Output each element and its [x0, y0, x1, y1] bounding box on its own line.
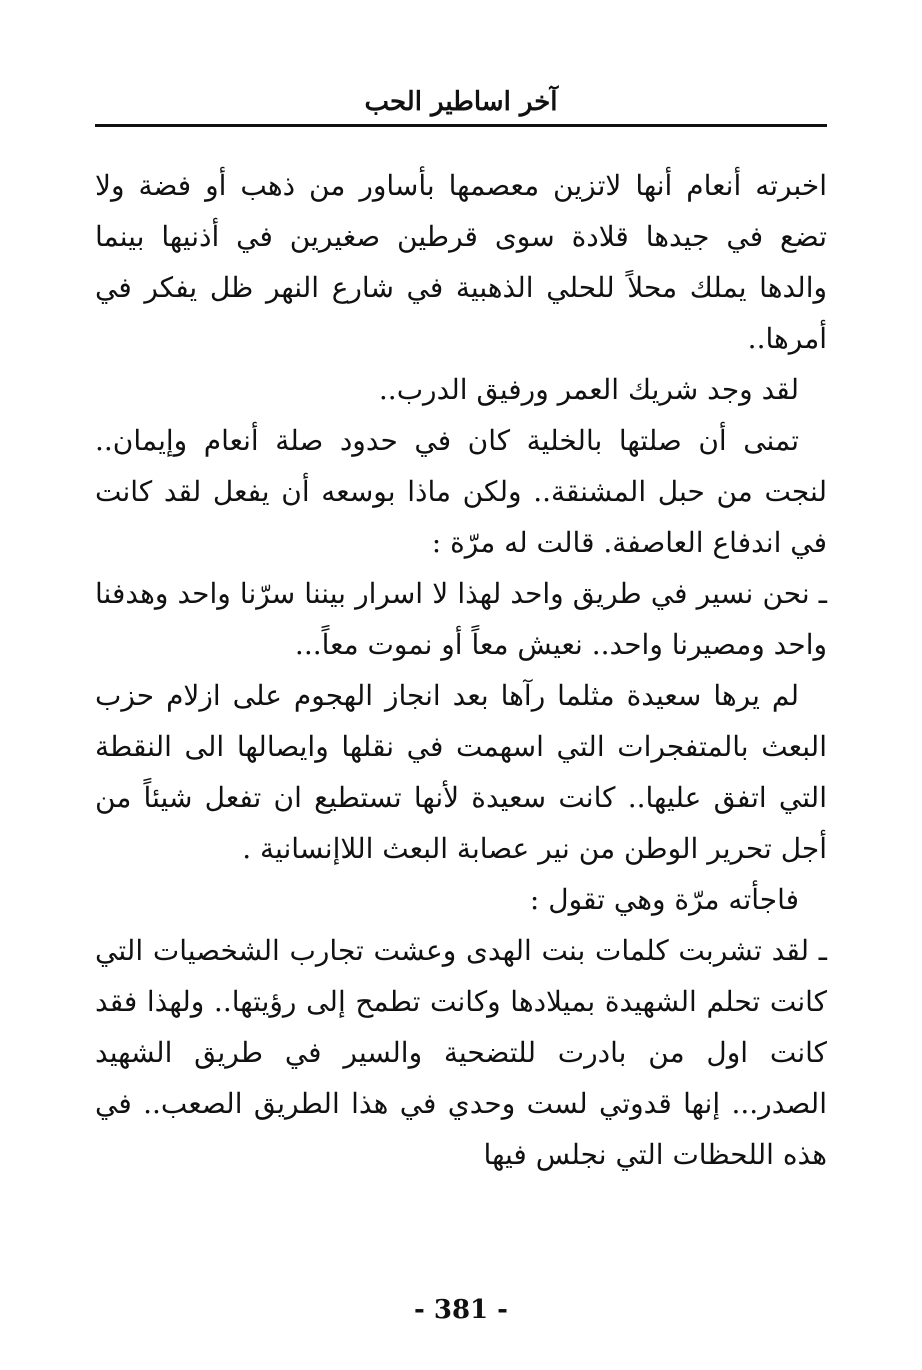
header-divider: [95, 124, 827, 127]
paragraph-7: ـ لقد تشربت كلمات بنت الهدى وعشت تجارب الشخصيات التي كانت تحلم الشهيدة بميلادها وكانت تطمح إلى رؤيتها.. ولهذا فقد كانت اول من بادرت للتضحية والسير في طريق الشهيد الصدر... إنها قدوتي لست وحدي في هذا الطريق الصعب.. في هذه اللحظات التي نجلس فيها: [95, 934, 827, 1171]
running-header-title: آخر اساطير الحب: [364, 87, 558, 117]
paragraph-3: تمنى أن صلتها بالخلية كان في حدود صلة أنعام وإيمان.. لنجت من حبل المشنقة.. ولكن ماذا بوسعه أن يفعل لقد كانت في اندفاع العاصفة. قالت له مرّة :: [95, 424, 827, 559]
paragraph-1: اخبرته أنعام أنها لاتزين معصمها بأساور من ذهب أو فضة ولا تضع في جيدها قلادة سوى قرطين صغيرين في أذنيها بينما والدها يملك محلاً للحلي الذهبية في شارع النهر ظل يفكر في أمرها..: [95, 169, 827, 355]
body-text: [95, 160, 827, 1180]
paragraph-5: لم يرها سعيدة مثلما رآها بعد انجاز الهجوم على ازلام حزب البعث بالمتفجرات التي اسهمت في نقلها وايصالها الى النقطة التي اتفق عليها.. كانت سعيدة لأنها تستطيع ان تفعل شيئاً من أجل تحرير الوطن من نير عصابة البعث اللاإنسانية .: [95, 679, 827, 865]
paragraph-4: ـ نحن نسير في طريق واحد لهذا لا اسرار بيننا سرّنا واحد وهدفنا واحد ومصيرنا واحد.. نعيش معاً أو نموت معاً...: [95, 577, 827, 661]
paragraph-2: لقد وجد شريك العمر ورفيق الدرب..: [378, 373, 799, 406]
paragraph-6: فاجأته مرّة وهي تقول :: [529, 883, 799, 916]
page-number: - 381 -: [414, 1295, 508, 1325]
